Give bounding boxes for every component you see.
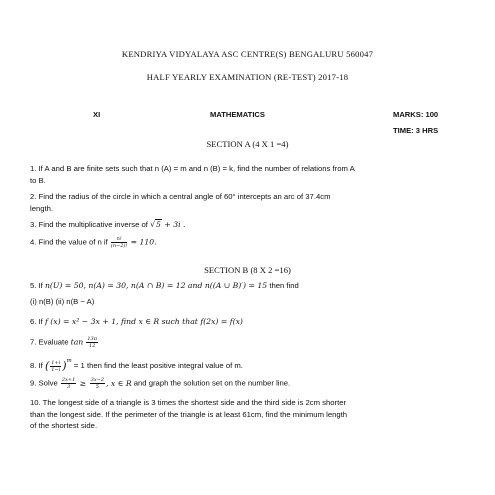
question-4-rhs: = 110. (130, 237, 157, 247)
question-6 (30, 316, 470, 328)
time-label: TIME: 3 HRS (393, 126, 439, 135)
question-3 (30, 219, 470, 231)
question-8-expression: ( $\frac{1+i}{1-i}$ )$^m$ (44, 358, 72, 373)
question-5-suffix: then find (269, 281, 299, 290)
question-8-suffix: = 1 then find the least positive integral value of m. (73, 361, 243, 370)
marks-label: MARKS: 100 (393, 110, 439, 119)
question-7-text: 7. Evaluate (30, 337, 69, 347)
question-3-text: 3. Find the multiplicative inverse of (30, 220, 148, 229)
question-3-expression: √5 + 3i . (150, 220, 186, 229)
question-5-expression: n(U) = 50, n(A) = 30, n(A ∩ B) = 12 and n((A ∪ B)′) = 15 (44, 281, 268, 290)
question-10-line-1: 10. The longest side of a triangle is 3 times the shortest side and the third side is 2cm shorter (30, 398, 347, 407)
section-a-title: SECTION A (4 X 1 =4) (206, 139, 289, 149)
question-7-fraction: $\frac{13\pi}{12}$ (87, 336, 98, 349)
question-9-prefix: 9. Solve (30, 378, 58, 388)
question-9-expression: $\frac{2x+1}{3}$ ≥ $\frac{3x-2}{5}$ , x ∈ R (61, 377, 132, 390)
question-6-prefix: 6. If (30, 317, 43, 326)
question-5-prefix: 5. If (30, 281, 43, 290)
question-10-line-2: than the longest side. If the perimeter of the triangle is at least 61cm, find the minimum length (30, 409, 348, 419)
question-7-function: tan (70, 337, 84, 347)
question-4-fraction: $\frac{n!}{(n-2)!}$ (110, 236, 128, 249)
question-2 (30, 191, 470, 214)
class-label: XI (93, 110, 101, 119)
question-7 (30, 336, 470, 349)
question-10-line-3: of the shortest side. (30, 421, 98, 430)
question-6-expression: f (x) = x² − 3x + 1, find x ∈ R such that f(2x) = f(x) (44, 317, 243, 326)
question-8 (30, 356, 470, 373)
question-2-line-2: length. (30, 203, 54, 213)
question-5 (30, 280, 470, 292)
question-1 (30, 163, 470, 186)
question-8-prefix: 8. If (30, 361, 43, 370)
school-name: KENDRIYA VIDYALAYA ASC CENTRE(S) BENGALURU 560047 (121, 49, 374, 59)
question-1-line-2: to B. (30, 175, 46, 185)
subject-label: MATHEMATICS (210, 110, 265, 119)
question-9 (30, 377, 470, 390)
question-1-line-1: 1. If A and B are finite sets such that n (A) = m and n (B) = k, find the number of relations from A (30, 164, 355, 173)
exam-title: HALF YEARLY EXAMINATION (RE-TEST) 2017-18 (146, 72, 349, 82)
question-10 (30, 397, 470, 432)
question-2-line-1: 2. Find the radius of the circle in which a central angle of 60° intercepts an arc of 37.4cm (30, 192, 331, 201)
question-5-parts: (i) n(B) (ii) n(B − A) (30, 297, 95, 306)
question-4-text: 4. Find the value of n if (30, 237, 108, 247)
question-4 (30, 236, 470, 249)
section-b-title: SECTION B (8 X 2 =16) (204, 265, 291, 275)
question-9-suffix: and graph the solution set on the number line. (133, 378, 291, 388)
